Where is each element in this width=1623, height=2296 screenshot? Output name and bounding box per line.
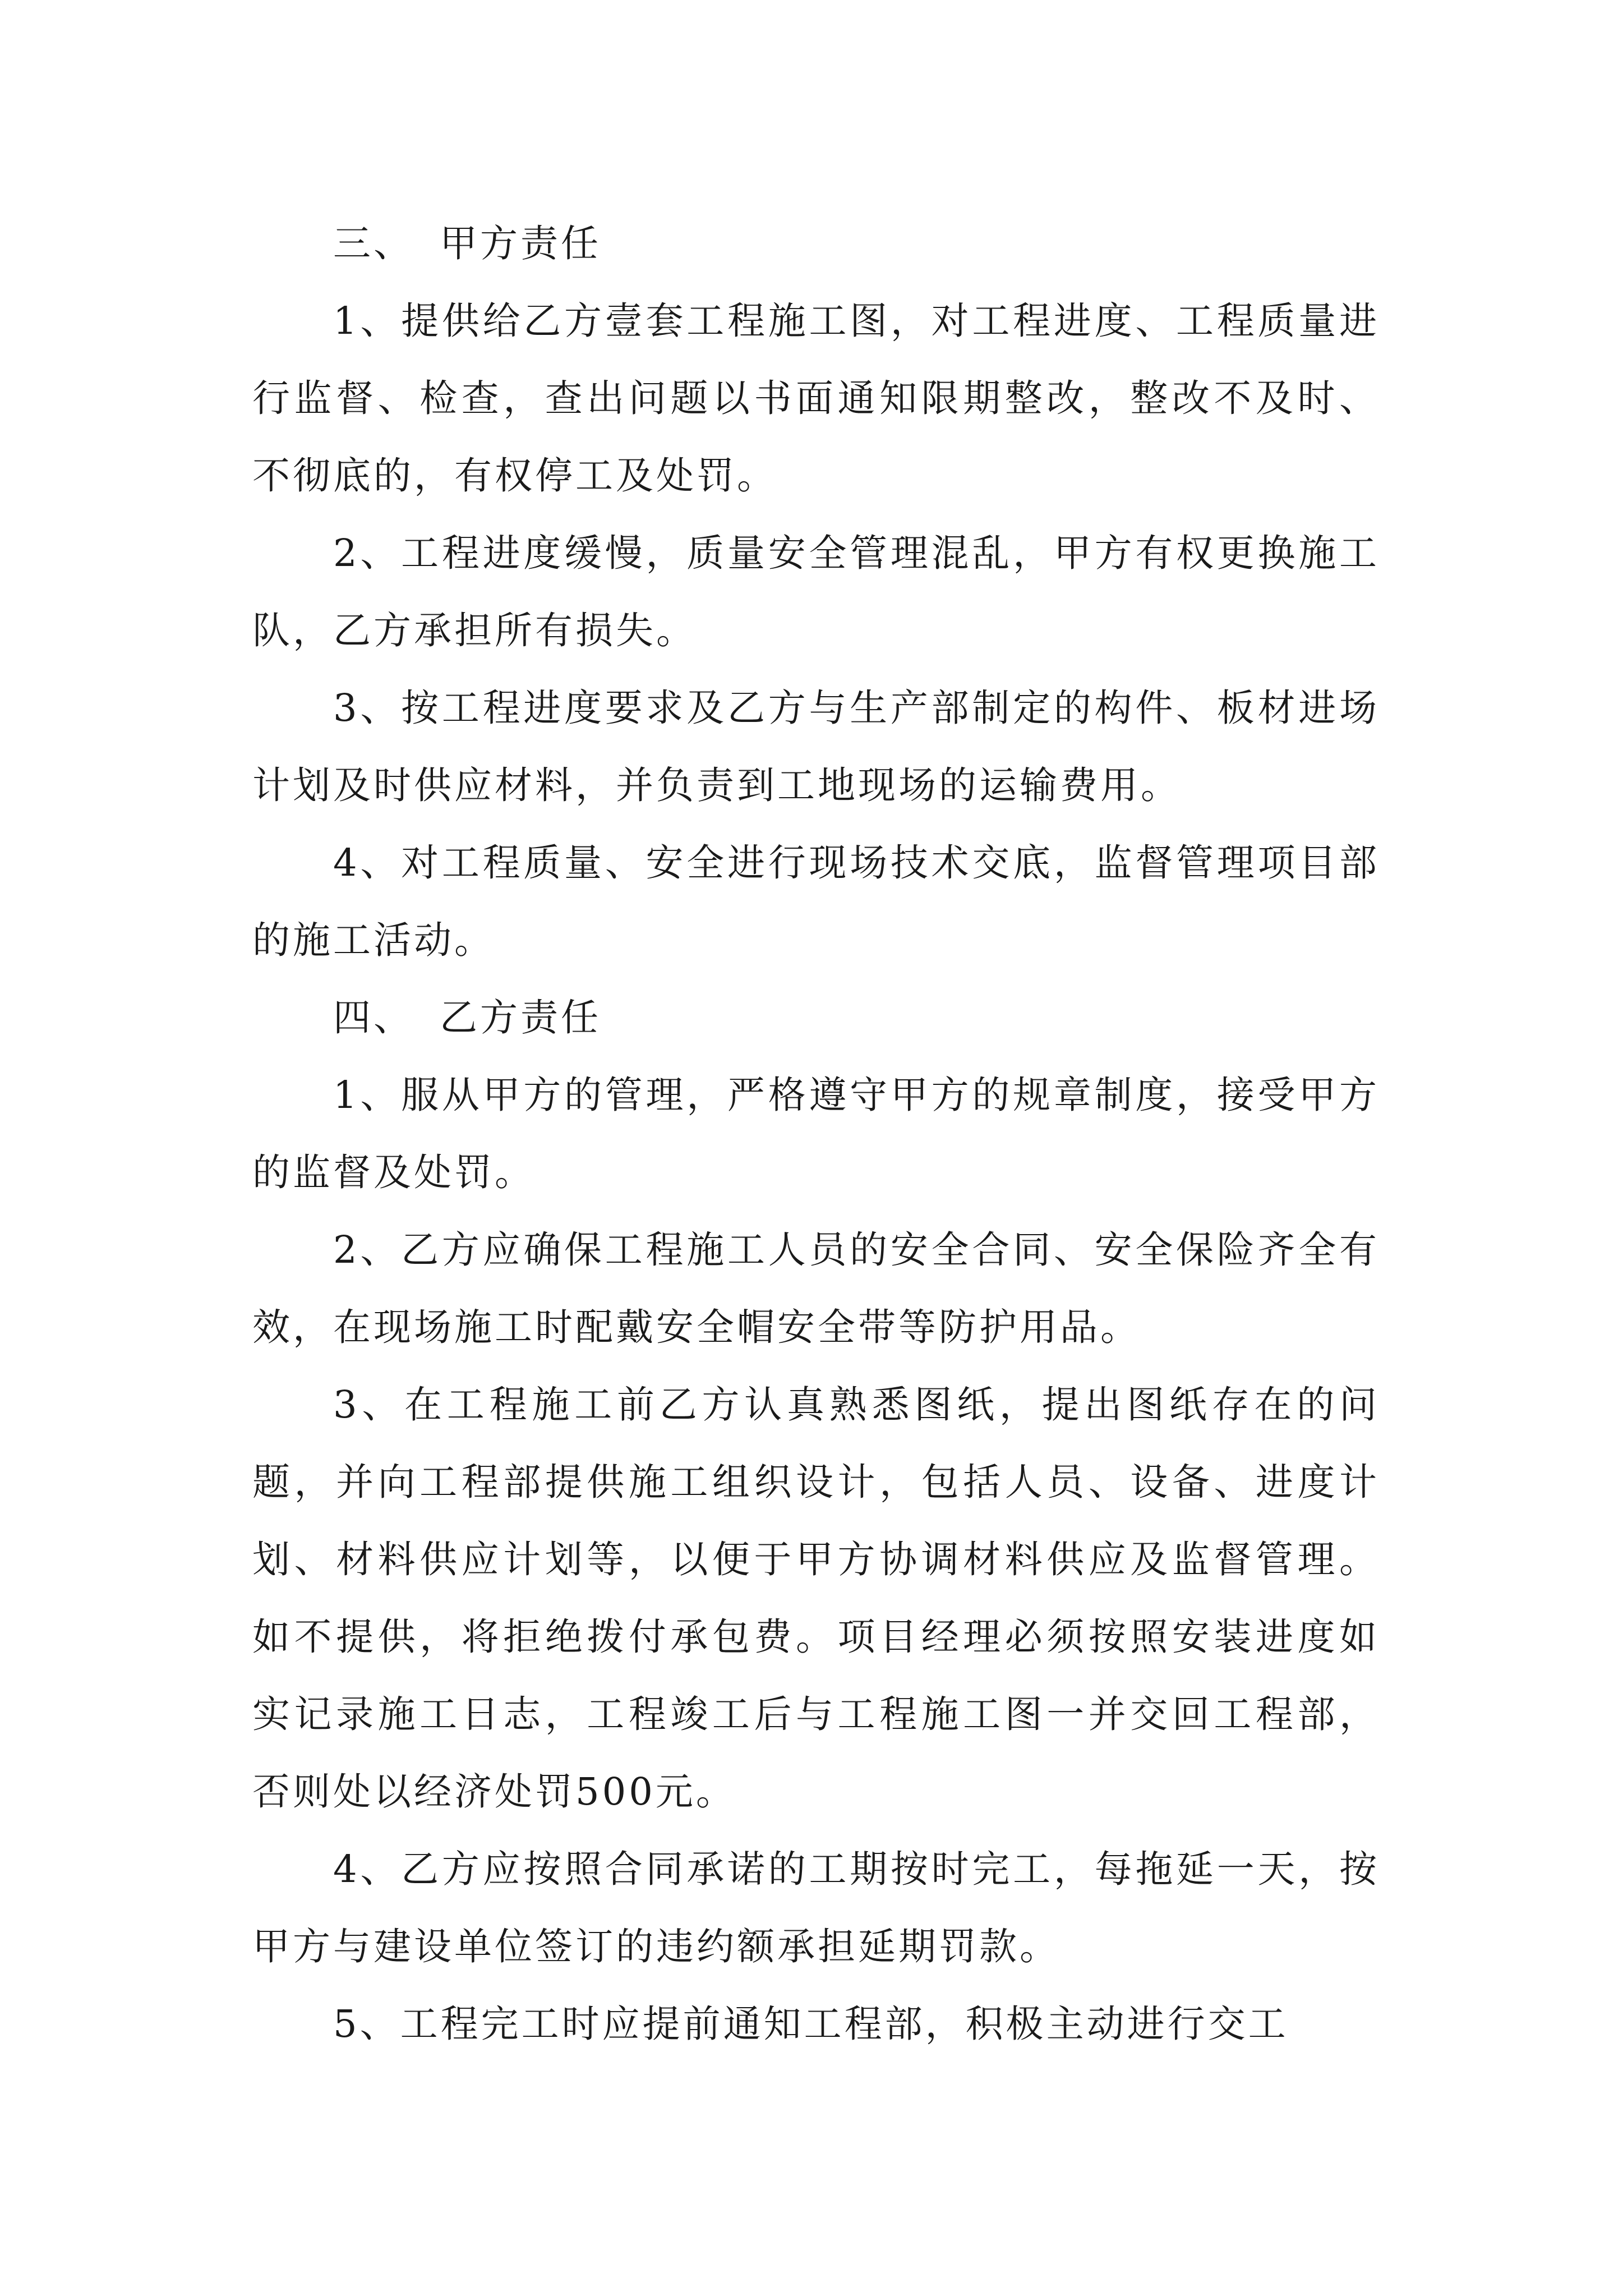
section-heading-party-a (252, 205, 1380, 282)
clause-b-3: 3、在工程施工前乙方认真熟悉图纸，提出图纸存在的问题，并向工程部提供施工组织设计，包括人员、设备、进度计划、材料供应计划等，以便于甲方协调材料供应及监督管理。如不提供，将拒绝拨付承包费。项目经理必须按照安装进度如实记录施工日志，工程竣工后与工程施工图一并交回工程部，否则处以经济处罚500元。 (252, 1383, 1380, 1814)
clause-b-5: 5、工程完工时应提前通知工程部，积极主动进行交工 (333, 2002, 1289, 2046)
clause-b-2: 2、乙方应确保工程施工人员的安全合同、安全保险齐全有效，在现场施工时配戴安全帽安全带等防护用品。 (252, 1228, 1380, 1349)
document-body (252, 205, 1380, 2063)
section-number: 三、 (333, 222, 414, 265)
clause-b-1: 1、服从甲方的管理，严格遵守甲方的规章制度，接受甲方的监督及处罚。 (252, 1073, 1380, 1194)
clause-a-4: 4、对工程质量、安全进行现场技术交底，监督管理项目部的施工活动。 (252, 841, 1380, 962)
clause-a-2: 2、工程进度缓慢，质量安全管理混乱，甲方有权更换施工队，乙方承担所有损失。 (252, 531, 1380, 652)
section-heading-party-b (252, 979, 1380, 1056)
section-title: 乙方责任 (440, 996, 601, 1039)
section-title: 甲方责任 (440, 222, 601, 265)
section-number: 四、 (333, 996, 414, 1039)
clause-b-4: 4、乙方应按照合同承诺的工期按时完工，每拖延一天，按甲方与建设单位签订的违约额承担延期罚款。 (252, 1847, 1380, 1968)
clause-a-3: 3、按工程进度要求及乙方与生产部制定的构件、板材进场计划及时供应材料，并负责到工地现场的运输费用。 (252, 686, 1380, 807)
clause-a-1: 1、提供给乙方壹套工程施工图，对工程进度、工程质量进行监督、检查，查出问题以书面通知限期整改，整改不及时、不彻底的，有权停工及处罚。 (252, 299, 1380, 498)
